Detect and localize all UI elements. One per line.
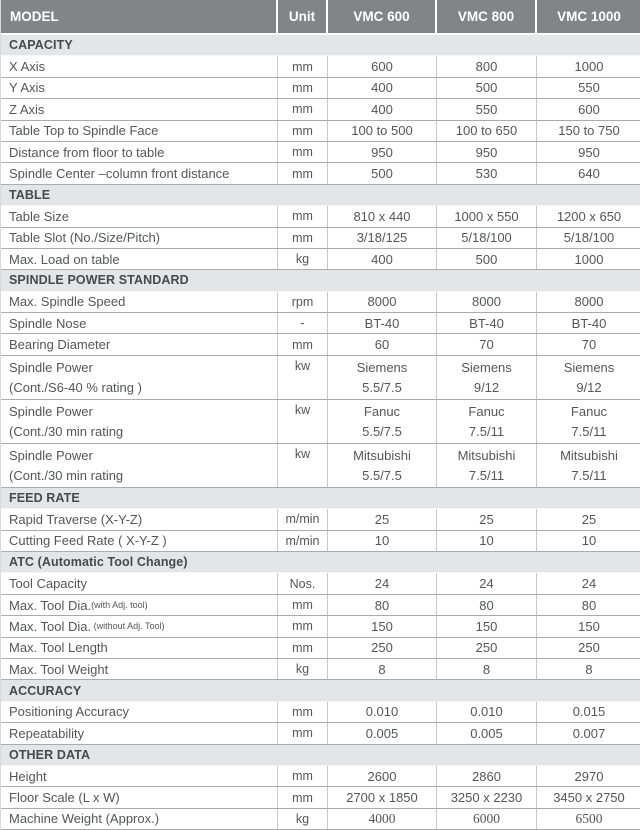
section-header-spindle-power-standard [1,270,640,291]
spec-value [537,400,640,443]
section-header-accuracy [1,680,640,701]
section-header-capacity [1,35,640,56]
spec-row [1,573,640,594]
spec-row [1,616,640,637]
spec-unit: mm [278,638,328,658]
spec-value-line: Mitsubishi [457,448,516,464]
spec-value [537,444,640,487]
spec-value: 0.015 [572,704,606,720]
spec-unit: m/min [278,509,328,529]
section-title: ATC (Automatic Tool Change) [9,555,188,570]
spec-value: 500 [437,78,537,98]
spec-row [1,766,640,787]
spec-value: 25 [437,509,537,529]
spec-row [1,163,640,184]
spec-value: 24 [581,576,597,592]
spec-unit: kg [278,659,328,679]
spec-value: 70 [437,334,537,354]
spec-unit: kg [278,809,328,829]
spec-value: 24 [437,573,537,593]
spec-label: Machine Weight (Approx.) [1,809,278,829]
spec-label: Table Size [1,206,278,226]
spec-value [437,356,537,399]
spec-value-line: Fanuc [363,404,401,420]
spec-value: 8000 [437,292,537,312]
header-model-label: MODEL [1,0,278,33]
spec-unit: mm [278,595,328,615]
spec-value: 10 [437,531,537,551]
spec-label: X Axis [1,56,278,76]
spec-value: BT-40 [328,313,437,333]
spec-label [1,444,278,487]
spec-value-line: 7.5/11 [571,467,607,483]
spec-value: 0.010 [328,702,437,722]
spec-value [437,400,537,443]
spec-value: 80 [581,597,597,613]
spec-row [1,78,640,99]
spec-unit: mm [278,787,328,807]
spec-value-line: 5.5/7.5 [362,423,402,439]
spec-label: Rapid Traverse (X-Y-Z) [1,509,278,529]
spec-value: 600 [328,56,437,76]
spec-unit: Nos. [278,573,328,593]
spec-value: 0.010 [437,702,537,722]
spec-unit: mm [278,616,328,636]
spec-label: Max. Tool Length [1,638,278,658]
spec-row [1,142,640,163]
spec-value: 6500 [575,810,603,826]
spec-value: 8 [328,659,437,679]
spec-value: 0.005 [328,723,437,743]
spec-value: 70 [581,337,597,353]
spec-value: 8 [437,659,537,679]
section-header-feed-rate [1,488,640,509]
table-header-row [1,0,640,35]
spec-label-note: (without Adj. Tool) [91,621,165,632]
spec-value: 530 [437,163,537,183]
spec-row [1,787,640,808]
spec-label: Floor Scale (L x W) [1,787,278,807]
section-title: ACCURACY [9,683,82,698]
spec-unit: mm [278,142,328,162]
spec-row [1,356,640,400]
spec-label: Max. Tool Dia. (without Adj. Tool) [1,616,278,636]
spec-row [1,809,640,830]
spec-value: 640 [578,166,600,182]
spec-row [1,723,640,744]
spec-label: Max. Tool Weight [1,659,278,679]
spec-value: 6000 [437,809,537,829]
header-vmc-800: VMC 800 [437,0,537,33]
spec-label [1,400,278,443]
spec-row [1,702,640,723]
spec-unit: mm [278,228,328,248]
spec-value: 600 [578,101,600,117]
spec-value: 2860 [437,766,537,786]
section-title: FEED RATE [9,491,80,506]
spec-unit: kw [278,444,328,487]
spec-label-note: (with Adj. tool) [91,600,148,610]
spec-value-line: Siemens [356,360,408,376]
spec-label: Spindle Nose [1,313,278,333]
spec-label: Max. Spindle Speed [1,292,278,312]
spec-value [328,400,437,443]
spec-unit: mm [278,78,328,98]
spec-value: 100 to 500 [328,121,437,141]
header-vmc-600: VMC 600 [328,0,437,33]
spec-value-line: 5.5/7.5 [362,379,402,395]
spec-value: 1200 x 650 [556,208,622,224]
spec-label [1,356,278,399]
spec-label: Repeatability [1,723,278,743]
spec-value-line: 7.5/11 [468,467,505,483]
spec-row [1,595,640,616]
spec-value: 10 [581,533,597,549]
spec-value [328,444,437,487]
spec-unit: mm [278,163,328,183]
spec-value: 8 [585,661,593,677]
spec-value: 400 [328,249,437,269]
spec-label: Max. Load on table [1,249,278,269]
spec-value: 1000 x 550 [437,206,537,226]
spec-row [1,56,640,77]
spec-value: 10 [328,531,437,551]
spec-label: Distance from floor to table [1,142,278,162]
spec-value: 150 [578,618,600,634]
spec-value: 1000 [574,59,604,75]
spec-value-line: 9/12 [473,379,500,395]
spec-label: Cutting Feed Rate ( X-Y-Z ) [1,531,278,551]
section-title: TABLE [9,187,51,202]
spec-label: Table Top to Spindle Face [1,121,278,141]
spec-row [1,249,640,270]
spec-value: BT-40 [571,315,607,331]
spec-label-line: Spindle Power [9,448,93,464]
section-header-atc-automatic-tool-change [1,552,640,573]
spec-value: 24 [328,573,437,593]
spec-label: Tool Capacity [1,573,278,593]
header-unit-label: Unit [278,0,328,33]
spec-value: 100 to 650 [437,121,537,141]
spec-row [1,99,640,120]
spec-value-line: 7.5/11 [571,423,607,439]
spec-value: 2970 [574,768,604,784]
spec-row [1,313,640,334]
spec-row [1,444,640,488]
spec-value: 550 [437,99,537,119]
spec-value: 550 [578,80,600,96]
section-header-other-data [1,745,640,766]
spec-value: 800 [437,56,537,76]
spec-unit: rpm [278,292,328,312]
spec-value: 8000 [328,292,437,312]
spec-label: Height [1,766,278,786]
spec-value: 80 [328,595,437,615]
spec-value: 0.005 [437,723,537,743]
spec-value [537,356,640,399]
spec-value: 500 [437,249,537,269]
spec-row [1,334,640,355]
spec-value: 810 x 440 [328,206,437,226]
spec-value [328,356,437,399]
spec-value: 400 [328,78,437,98]
spec-value-line: Siemens [461,360,512,376]
spec-unit: mm [278,334,328,354]
section-header-table [1,185,640,206]
spec-value: BT-40 [437,313,537,333]
spec-value: 150 [437,616,537,636]
spec-row [1,509,640,530]
spec-value-line: 7.5/11 [468,423,505,439]
spec-value-line: Fanuc [570,404,608,420]
spec-label-line: (Cont./30 min rating [9,423,124,439]
spec-value: 5/18/100 [563,230,615,246]
spec-unit: - [278,313,328,333]
spec-row [1,121,640,142]
spec-row [1,400,640,444]
spec-value: 150 to 750 [558,123,620,139]
table-body [1,35,640,830]
spec-unit: kw [278,400,328,443]
spec-label-line: Spindle Power [9,404,93,420]
spec-row [1,292,640,313]
spec-value-line: 9/12 [576,379,602,395]
spec-label-line: Spindle Power [9,360,93,376]
spec-value: 2600 [328,766,437,786]
spec-value-line: Fanuc [468,404,505,420]
spec-label: Max. Tool Dia. (with Adj. tool) [1,595,278,615]
spec-label: Spindle Center –column front distance [1,163,278,183]
spec-value-line: Mitsubishi [353,448,411,464]
spec-row [1,638,640,659]
spec-unit: mm [278,56,328,76]
spec-value: 150 [328,616,437,636]
spec-unit: mm [278,206,328,226]
spec-value: 3/18/125 [328,228,437,248]
spec-value-line: Mitsubishi [560,448,618,464]
spec-label: Positioning Accuracy [1,702,278,722]
spec-row [1,206,640,227]
section-title: OTHER DATA [9,747,91,762]
spec-value: 25 [328,509,437,529]
section-title: SPINDLE POWER STANDARD [9,273,189,288]
spec-value: 25 [581,511,597,527]
spec-row [1,659,640,680]
spec-value-line: Siemens [563,360,615,376]
spec-value: 3450 x 2750 [553,790,625,806]
spec-unit: mm [278,723,328,743]
spec-label: Z Axis [1,99,278,119]
spec-value: 250 [328,638,437,658]
spec-value: 4000 [328,809,437,829]
spec-value: 500 [328,163,437,183]
spec-value [437,444,537,487]
spec-value-line: 5.5/7.5 [362,467,402,483]
spec-value: 80 [437,595,537,615]
spec-value: 1000 [574,251,604,267]
spec-value: 0.007 [572,725,606,741]
spec-label: Y Axis [1,78,278,98]
spec-value: 8000 [574,294,604,310]
spec-value: 950 [578,144,600,160]
spec-row [1,228,640,249]
spec-value: 400 [328,99,437,119]
spec-unit: mm [278,766,328,786]
spec-value: 250 [437,638,537,658]
spec-unit: kw [278,356,328,399]
spec-label-line: (Cont./30 min rating [9,467,124,483]
spec-value: 950 [328,142,437,162]
spec-value: 5/18/100 [437,228,537,248]
spec-unit: m/min [278,531,328,551]
spec-label: Table Slot (No./Size/Pitch) [1,228,278,248]
spec-row [1,531,640,552]
spec-value: 2700 x 1850 [328,787,437,807]
spec-value: 950 [437,142,537,162]
spec-label-line: (Cont./S6-40 % rating ) [9,379,142,395]
section-title: CAPACITY [9,38,73,53]
spec-value: 60 [328,334,437,354]
spec-label: Bearing Diameter [1,334,278,354]
spec-value: 250 [578,640,600,656]
spec-unit: mm [278,121,328,141]
spec-unit: mm [278,702,328,722]
header-vmc-1000: VMC 1000 [537,0,640,33]
spec-value: 3250 x 2230 [437,787,537,807]
spec-unit: mm [278,99,328,119]
spec-unit: kg [278,249,328,269]
